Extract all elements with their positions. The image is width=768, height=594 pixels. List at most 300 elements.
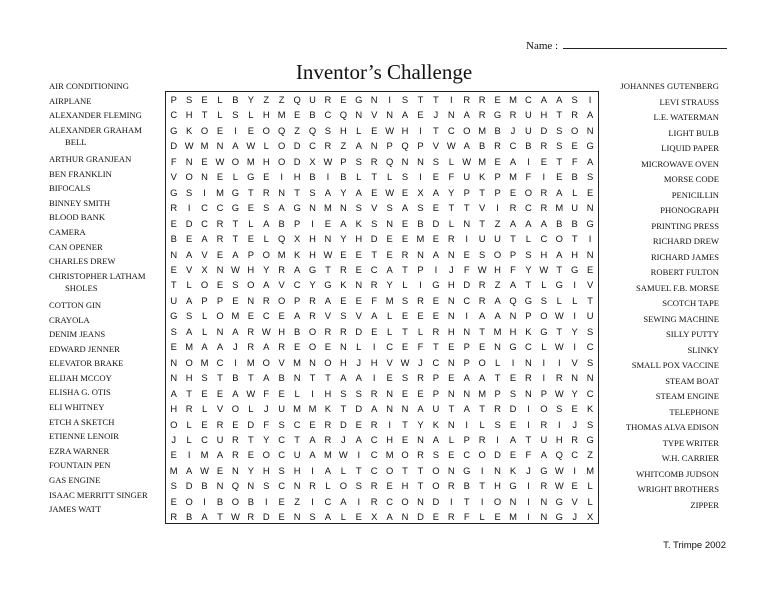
grid-letter[interactable]: E [509,186,517,198]
grid-letter[interactable]: A [186,464,193,476]
grid-letter[interactable]: C [571,449,579,461]
grid-letter[interactable]: O [493,495,502,507]
grid-letter[interactable]: M [169,464,178,476]
grid-letter[interactable]: S [186,186,193,198]
grid-letter[interactable]: J [572,418,578,430]
grid-letter[interactable]: C [293,418,301,430]
grid-letter[interactable]: A [540,449,547,461]
grid-letter[interactable]: E [540,155,547,167]
grid-letter[interactable]: B [170,233,177,245]
grid-letter[interactable]: E [355,248,362,260]
grid-letter[interactable]: A [340,495,347,507]
grid-letter[interactable]: O [432,480,440,492]
grid-letter[interactable]: E [355,418,362,430]
grid-letter[interactable]: M [200,449,209,461]
grid-letter[interactable]: G [170,186,178,198]
grid-letter[interactable]: U [278,403,286,415]
grid-letter[interactable]: N [447,248,455,260]
grid-letter[interactable]: O [200,279,209,291]
grid-letter[interactable]: H [262,109,270,121]
grid-letter[interactable]: C [278,433,286,445]
grid-letter[interactable]: T [525,279,532,291]
grid-letter[interactable]: C [201,217,208,229]
grid-letter[interactable]: V [479,202,486,214]
grid-letter[interactable]: N [586,248,594,260]
grid-letter[interactable]: K [479,171,486,183]
grid-letter[interactable]: C [293,279,301,291]
grid-letter[interactable]: N [401,403,409,415]
grid-letter[interactable]: P [293,217,301,229]
grid-letter[interactable]: R [309,310,316,322]
grid-letter[interactable]: E [571,140,578,152]
grid-letter[interactable]: N [540,511,548,523]
grid-letter[interactable]: T [587,294,593,306]
grid-letter[interactable]: N [417,433,424,445]
grid-letter[interactable]: R [417,372,424,384]
grid-letter[interactable]: M [246,155,255,167]
grid-letter[interactable]: E [278,511,285,523]
grid-letter[interactable]: R [339,325,347,337]
grid-letter[interactable]: D [432,217,440,229]
grid-letter[interactable]: H [540,248,548,260]
grid-letter[interactable]: H [509,325,517,337]
grid-letter[interactable]: E [170,217,177,229]
grid-letter[interactable]: S [278,418,285,430]
grid-letter[interactable]: O [231,403,240,415]
grid-letter[interactable]: A [201,233,208,245]
grid-letter[interactable]: V [201,248,208,260]
grid-letter[interactable]: O [540,310,548,322]
grid-letter[interactable]: M [493,325,502,337]
grid-letter[interactable]: P [525,310,532,322]
grid-letter[interactable]: L [325,480,331,492]
grid-letter[interactable]: N [525,387,532,399]
grid-letter[interactable]: T [433,94,439,105]
grid-letter[interactable]: H [386,433,393,445]
grid-letter[interactable]: C [278,480,286,492]
grid-letter[interactable]: L [417,325,424,337]
grid-letter[interactable]: U [463,171,471,183]
grid-letter[interactable]: I [264,495,268,507]
grid-letter[interactable]: N [170,356,178,368]
grid-letter[interactable]: L [263,140,269,152]
grid-letter[interactable]: G [586,140,594,152]
grid-letter[interactable]: E [432,294,440,306]
grid-letter[interactable]: O [231,155,240,167]
grid-letter[interactable]: E [386,233,393,245]
grid-letter[interactable]: H [494,263,501,275]
grid-letter[interactable]: K [340,279,347,291]
grid-letter[interactable]: Z [263,94,270,105]
grid-letter[interactable]: E [401,433,409,445]
grid-letter[interactable]: X [309,155,316,167]
grid-letter[interactable]: L [217,94,223,105]
grid-letter[interactable]: G [586,217,594,229]
grid-letter[interactable]: D [417,511,424,523]
grid-letter[interactable]: I [573,279,576,291]
grid-letter[interactable]: J [263,403,269,415]
grid-letter[interactable]: A [432,433,440,445]
grid-letter[interactable]: F [417,341,424,353]
grid-letter[interactable]: U [293,449,301,461]
grid-letter[interactable]: T [494,372,501,384]
grid-letter[interactable]: P [340,155,347,167]
grid-letter[interactable]: B [216,495,224,507]
grid-letter[interactable]: U [478,233,486,245]
grid-letter[interactable]: R [309,480,316,492]
grid-letter[interactable]: Y [571,325,578,337]
grid-letter[interactable]: R [540,202,548,214]
grid-letter[interactable]: I [434,263,438,275]
grid-letter[interactable]: S [355,480,362,492]
grid-letter[interactable]: A [586,155,594,167]
grid-letter[interactable]: T [556,155,563,167]
grid-letter[interactable]: E [278,387,285,399]
grid-letter[interactable]: N [586,124,594,136]
grid-letter[interactable]: K [355,217,362,229]
grid-letter[interactable]: E [371,325,378,337]
grid-letter[interactable]: N [278,186,286,198]
grid-letter[interactable]: F [525,449,532,461]
grid-letter[interactable]: J [233,341,238,353]
grid-letter[interactable]: L [356,341,362,353]
grid-letter[interactable]: E [386,372,393,384]
grid-letter[interactable]: J [572,511,578,523]
grid-letter[interactable]: A [340,217,347,229]
grid-letter[interactable]: E [201,418,208,430]
grid-letter[interactable]: C [370,464,378,476]
grid-letter[interactable]: V [278,279,285,291]
grid-letter[interactable]: Y [340,186,347,198]
grid-letter[interactable]: D [540,124,548,136]
grid-letter[interactable]: N [201,171,208,183]
grid-letter[interactable]: A [386,511,393,523]
grid-letter[interactable]: N [216,140,224,152]
grid-letter[interactable]: Q [339,109,347,121]
grid-letter[interactable]: N [247,480,255,492]
grid-letter[interactable]: A [201,341,208,353]
grid-letter[interactable]: R [555,372,563,384]
grid-letter[interactable]: O [478,356,486,368]
grid-letter[interactable]: G [586,433,594,445]
grid-letter[interactable]: D [432,495,440,507]
grid-letter[interactable]: O [339,480,347,492]
grid-letter[interactable]: N [447,387,455,399]
grid-letter[interactable]: T [556,325,563,337]
grid-letter[interactable]: A [232,387,239,399]
grid-letter[interactable]: S [586,171,594,183]
grid-letter[interactable]: C [370,263,378,275]
grid-letter[interactable]: S [355,155,362,167]
grid-letter[interactable]: E [232,418,239,430]
grid-letter[interactable]: D [355,403,363,415]
grid-letter[interactable]: A [463,372,470,384]
grid-letter[interactable]: M [478,155,487,167]
grid-letter[interactable]: E [247,233,254,245]
grid-letter[interactable]: V [170,171,177,183]
grid-letter[interactable]: M [246,356,255,368]
grid-letter[interactable]: E [201,387,208,399]
grid-letter[interactable]: R [309,294,316,306]
grid-letter[interactable]: G [308,263,317,275]
grid-letter[interactable]: G [355,94,363,105]
grid-letter[interactable]: C [324,109,332,121]
grid-letter[interactable]: S [170,480,177,492]
grid-letter[interactable]: F [571,155,578,167]
grid-letter[interactable]: E [355,294,362,306]
grid-letter[interactable]: H [540,109,548,121]
grid-letter[interactable]: O [278,155,286,167]
grid-letter[interactable]: A [340,372,347,384]
grid-letter[interactable]: W [338,449,348,461]
grid-letter[interactable]: D [293,140,301,152]
grid-letter[interactable]: R [478,433,486,445]
grid-letter[interactable]: L [572,186,578,198]
grid-letter[interactable]: S [309,511,316,523]
grid-letter[interactable]: Q [555,449,563,461]
grid-letter[interactable]: U [494,233,501,245]
word-search-grid[interactable] [165,91,599,524]
grid-letter[interactable]: G [231,186,240,198]
grid-letter[interactable]: L [248,217,254,229]
grid-letter[interactable]: F [463,263,470,275]
grid-letter[interactable]: E [448,372,455,384]
grid-letter[interactable]: R [447,511,455,523]
grid-letter[interactable]: W [385,124,395,136]
grid-letter[interactable]: I [588,94,592,105]
grid-letter[interactable]: E [216,279,224,291]
grid-letter[interactable]: E [170,495,177,507]
grid-letter[interactable]: L [186,279,192,291]
grid-letter[interactable]: I [557,356,561,368]
grid-letter[interactable]: M [385,294,394,306]
grid-letter[interactable]: W [184,140,194,152]
grid-letter[interactable]: E [386,480,393,492]
grid-letter[interactable]: N [339,202,347,214]
grid-letter[interactable]: A [201,511,208,523]
grid-letter[interactable]: L [448,217,454,229]
grid-letter[interactable]: T [448,403,455,415]
grid-letter[interactable]: T [325,263,331,275]
grid-letter[interactable]: R [247,325,255,337]
grid-letter[interactable]: R [463,94,471,105]
grid-letter[interactable]: F [263,418,270,430]
grid-letter[interactable]: N [447,356,455,368]
grid-letter[interactable]: E [186,233,193,245]
grid-letter[interactable]: E [340,94,347,105]
grid-letter[interactable]: R [324,325,332,337]
grid-letter[interactable]: N [370,94,378,105]
grid-letter[interactable]: T [371,248,378,260]
grid-letter[interactable]: I [527,155,530,167]
grid-letter[interactable]: H [185,372,193,384]
grid-letter[interactable]: E [556,171,563,183]
grid-letter[interactable]: I [573,341,576,353]
grid-letter[interactable]: R [216,233,224,245]
grid-letter[interactable]: E [432,511,440,523]
grid-letter[interactable]: B [309,171,316,183]
grid-letter[interactable]: C [432,356,440,368]
grid-letter[interactable]: F [463,511,470,523]
grid-letter[interactable]: I [234,124,237,136]
grid-letter[interactable]: W [554,341,564,353]
grid-letter[interactable]: I [187,449,191,461]
grid-letter[interactable]: T [232,217,239,229]
grid-letter[interactable]: R [478,109,486,121]
grid-letter[interactable]: A [232,325,239,337]
grid-letter[interactable]: N [509,495,517,507]
grid-letter[interactable]: N [386,109,393,121]
grid-letter[interactable]: A [216,449,224,461]
grid-letter[interactable]: H [170,403,178,415]
grid-letter[interactable]: C [463,449,471,461]
grid-letter[interactable]: S [401,171,409,183]
grid-letter[interactable]: Y [571,387,578,399]
grid-letter[interactable]: S [479,248,486,260]
grid-letter[interactable]: E [401,387,409,399]
grid-letter[interactable]: C [586,387,594,399]
grid-letter[interactable]: O [555,233,563,245]
grid-letter[interactable]: I [419,279,422,291]
grid-letter[interactable]: T [186,387,192,399]
grid-letter[interactable]: S [232,279,239,291]
grid-letter[interactable]: Y [386,279,393,291]
grid-letter[interactable]: A [525,217,532,229]
grid-letter[interactable]: T [247,186,254,198]
grid-letter[interactable]: P [463,433,470,445]
grid-letter[interactable]: D [339,418,347,430]
grid-letter[interactable]: G [555,279,563,291]
grid-letter[interactable]: R [370,387,378,399]
grid-letter[interactable]: D [293,155,301,167]
grid-letter[interactable]: W [230,263,240,275]
grid-letter[interactable]: E [509,418,517,430]
grid-letter[interactable]: Y [448,186,455,198]
grid-letter[interactable]: A [324,464,332,476]
grid-letter[interactable]: A [371,403,378,415]
grid-letter[interactable]: E [463,248,470,260]
grid-letter[interactable]: R [278,341,286,353]
grid-letter[interactable]: B [571,217,578,229]
grid-letter[interactable]: N [370,140,378,152]
grid-letter[interactable]: P [509,248,517,260]
grid-letter[interactable]: E [170,449,177,461]
grid-letter[interactable]: J [418,356,423,368]
grid-letter[interactable]: A [186,325,193,337]
grid-letter[interactable]: E [170,263,177,275]
grid-letter[interactable]: N [386,387,393,399]
grid-letter[interactable]: E [201,155,208,167]
grid-letter[interactable]: D [170,140,178,152]
grid-letter[interactable]: J [526,464,531,476]
grid-letter[interactable]: E [371,124,378,136]
grid-letter[interactable]: L [186,433,192,445]
grid-letter[interactable]: T [294,186,300,198]
grid-letter[interactable]: V [278,356,285,368]
grid-letter[interactable]: O [185,495,193,507]
grid-letter[interactable]: D [185,217,193,229]
grid-letter[interactable]: M [293,356,301,368]
grid-letter[interactable]: A [509,217,517,229]
grid-letter[interactable]: T [479,480,486,492]
grid-letter[interactable]: A [324,294,332,306]
grid-letter[interactable]: I [465,233,469,245]
grid-letter[interactable]: H [262,464,270,476]
grid-letter[interactable]: O [262,356,270,368]
grid-letter[interactable]: M [324,449,332,461]
grid-letter[interactable]: G [524,294,533,306]
grid-letter[interactable]: N [355,279,363,291]
grid-letter[interactable]: B [278,217,285,229]
grid-letter[interactable]: B [309,109,316,121]
grid-letter[interactable]: A [417,403,424,415]
grid-letter[interactable]: W [385,186,395,198]
grid-letter[interactable]: E [232,294,239,306]
grid-letter[interactable]: O [247,279,255,291]
grid-letter[interactable]: L [186,418,192,430]
grid-letter[interactable]: L [541,279,547,291]
grid-letter[interactable]: B [232,372,239,384]
grid-letter[interactable]: D [262,511,270,523]
grid-letter[interactable]: V [371,109,378,121]
grid-letter[interactable]: C [309,140,316,152]
grid-letter[interactable]: A [494,294,501,306]
grid-letter[interactable]: G [555,511,563,523]
grid-letter[interactable]: A [556,94,563,105]
grid-letter[interactable]: M [555,202,564,214]
grid-letter[interactable]: P [494,387,501,399]
grid-letter[interactable]: N [447,464,455,476]
grid-letter[interactable]: B [293,325,301,337]
grid-letter[interactable]: M [478,387,487,399]
grid-letter[interactable]: P [417,140,424,152]
grid-letter[interactable]: N [586,202,594,214]
grid-letter[interactable]: O [278,294,286,306]
grid-letter[interactable]: W [323,248,333,260]
grid-letter[interactable]: I [419,171,422,183]
grid-letter[interactable]: L [232,171,238,183]
grid-letter[interactable]: G [493,109,502,121]
grid-letter[interactable]: O [463,124,471,136]
grid-letter[interactable]: A [463,140,470,152]
grid-letter[interactable]: R [170,511,178,523]
grid-letter[interactable]: M [308,403,317,415]
grid-letter[interactable]: J [356,356,362,368]
grid-letter[interactable]: N [494,341,501,353]
grid-letter[interactable]: N [447,294,455,306]
grid-letter[interactable]: R [509,202,517,214]
grid-letter[interactable]: A [355,433,362,445]
grid-letter[interactable]: N [447,109,455,121]
grid-letter[interactable]: S [232,109,239,121]
grid-letter[interactable]: A [309,433,316,445]
grid-letter[interactable]: P [386,140,393,152]
grid-letter[interactable]: N [293,480,301,492]
grid-letter[interactable]: H [401,480,409,492]
grid-letter[interactable]: D [355,325,363,337]
grid-letter[interactable]: R [478,94,486,105]
grid-letter[interactable]: Y [309,279,316,291]
grid-letter[interactable]: M [509,171,517,183]
grid-letter[interactable]: L [587,480,593,492]
grid-letter[interactable]: R [339,263,347,275]
grid-letter[interactable]: S [571,94,578,105]
grid-letter[interactable]: T [463,202,470,214]
grid-letter[interactable]: E [247,202,254,214]
grid-letter[interactable]: E [278,310,285,322]
grid-letter[interactable]: E [386,248,393,260]
grid-letter[interactable]: Z [340,140,347,152]
